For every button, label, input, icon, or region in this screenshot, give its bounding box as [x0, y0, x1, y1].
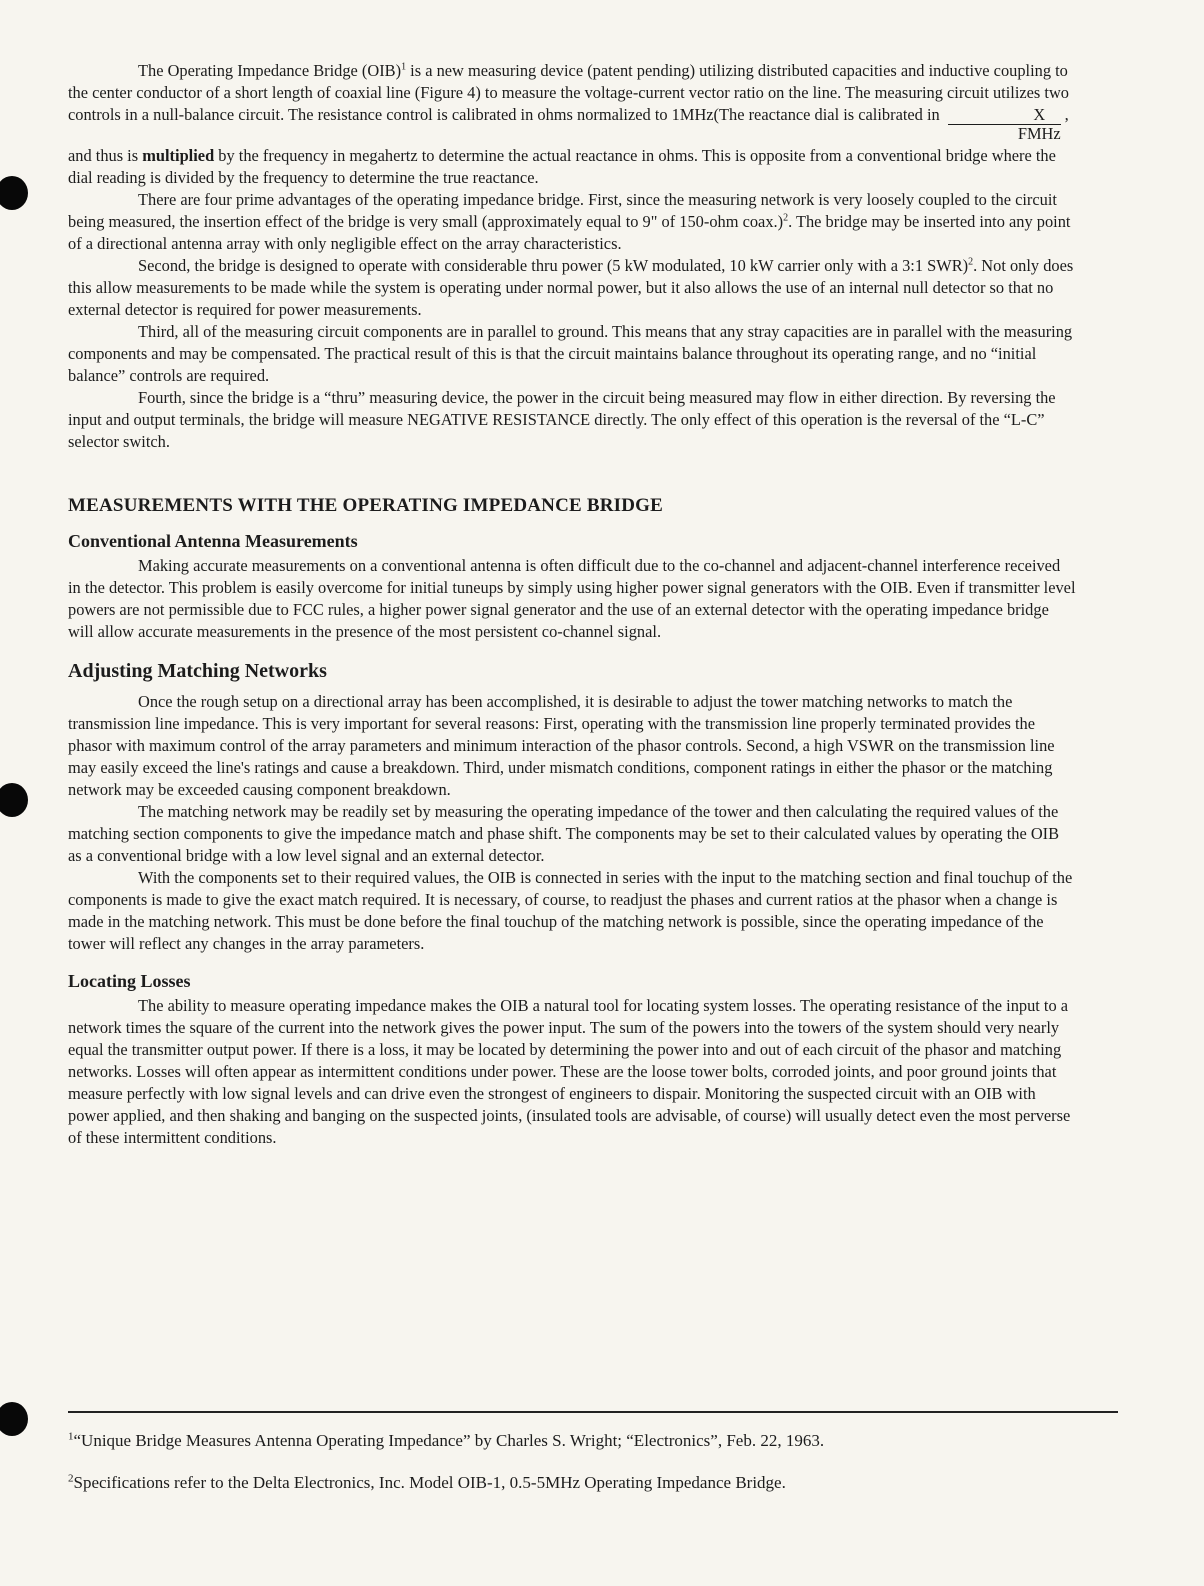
punch-hole-bottom	[0, 1402, 28, 1436]
punch-hole-top	[0, 176, 28, 210]
footnote-1: $^1$“Unique Bridge Measures Antenna Operating Impedance” by Charles S. Wright; “Electronics”, Feb. 22, 1963.	[68, 1430, 825, 1450]
conventional-paragraph: Making accurate measurements on a conventional antenna is often difficult due to the co-channel and adjacent-channel interference received in the detector. This problem is easily overcome for initial tuneups by simply using higher power signal generators with the OIB. Even if transmitter level powers are not permissible due to FCC rules, a higher power signal generator and the use of an external detector with the operating impedance bridge will allow accurate measurements in the presence of the most persistent co-channel signal.	[68, 556, 1076, 641]
intro-paragraph-1: The Operating Impedance Bridge (OIB)$^1$ is a new measuring device (patent pending) utilizing distributed capacities and inductive coupling to the center conductor of a short length of coaxial line (Figure 4) to measure the voltage-current vector ratio on the line. The measuring circuit utilizes two controls in a null-balance circuit. The resistance control is calibrated in ohms normalized to 1MHz(The reactance dial is calibrated in $\frac{X}{\text{FMHz}}$ , and thus is multiplied by the frequency in megahertz to determine the actual reactance in ohms. This is opposite from a conventional bridge where the dial reading is divided by the frequency to determine the true reactance.	[68, 61, 1069, 187]
footnote-rule	[68, 1411, 1118, 1413]
matching-paragraph-3: With the components set to their required values, the OIB is connected in series with the input to the matching section and final touchup of the components is made to give the exact match required. It is necessary, of course, to readjust the phases and current ratios at the phasor when a change is made in the matching network. This must be done before the final touchup of the matching network is possible, since the operating impedance of the tower will reflect any changes in the array parameters.	[68, 868, 1073, 953]
subheading-conventional: Conventional Antenna Measurements	[68, 531, 358, 551]
subheading-matching: Adjusting Matching Networks	[68, 660, 327, 682]
document-body	[68, 60, 1076, 1149]
subheading-losses: Locating Losses	[68, 971, 191, 991]
losses-paragraph: The ability to measure operating impedance makes the OIB a natural tool for locating system losses. The operating resistance of the input to a network times the square of the current into the network gives the power input. The sum of the powers into the towers of the system should very nearly equal the transmitter output power. If there is a loss, it may be located by determining the power into and out of each circuit of the phasor and matching networks. Losses will often appear as intermittent conditions under power. These are the loose tower bolts, corroded joints, and poor ground joints that measure perfectly with low signal levels and can drive even the strongest of engineers to dispair. Monitoring the suspected circuit with an OIB with power applied, and then shaking and banging on the suspected joints, (insulated tools are advisable, of course) will usually detect even the most perverse of these intermittent conditions.	[68, 996, 1071, 1147]
matching-paragraph-2: The matching network may be readily set by measuring the operating impedance of the tower and then calculating the required values of the matching section components to give the impedance match and phase shift. The components may be set to their calculated values by operating the OIB as a conventional bridge with a low level signal and an external detector.	[68, 802, 1060, 865]
intro-paragraph-5: Fourth, since the bridge is a “thru” measuring device, the power in the circuit being measured may flow in either direction. By reversing the input and output terminals, the bridge will measure NEGATIVE RESISTANCE directly. The only effect of this operation is the reversal of the “L-C” selector switch.	[68, 388, 1056, 451]
intro-paragraph-2: There are four prime advantages of the operating impedance bridge. First, since the measuring network is very loosely coupled to the circuit being measured, the insertion effect of the bridge is very small (approximately equal to 9" of 150-ohm coax.)$^2$. The bridge may be inserted into any point of a directional antenna array with only negligible effect on the array characteristics.	[68, 190, 1071, 253]
section-heading: MEASUREMENTS WITH THE OPERATING IMPEDANCE BRIDGE	[68, 495, 663, 516]
matching-paragraph-1: Once the rough setup on a directional array has been accomplished, it is desirable to adjust the tower matching networks to match the transmission line impedance. This is very important for several reasons: First, operating with the transmission line properly terminated provides the phasor with maximum control of the array parameters and minimum interaction of the phasor controls. Second, a high VSWR on the transmission line may easily exceed the line's ratings and cause a breakdown. Third, under mismatch conditions, component ratings in either the phasor or the matching network may be exceeded causing component breakdown.	[68, 692, 1055, 799]
intro-paragraph-3: Second, the bridge is designed to operate with considerable thru power (5 kW modulated, 10 kW carrier only with a 3:1 SWR)$^2$. Not only does this allow measurements to be made while the system is operating under normal power, but it also allows the use of an internal null detector so that no external detector is required for power measurements.	[68, 256, 1074, 319]
punch-hole-middle	[0, 783, 28, 817]
reactance-fraction: $\frac{X}{\text{FMHz}}$	[948, 106, 1061, 145]
intro-paragraph-4: Third, all of the measuring circuit components are in parallel to ground. This means that any stray capacities are in parallel with the measuring components and may be compensated. The practical result of this is that the circuit maintains balance throughout its operating range, and no “initial balance” controls are required.	[68, 322, 1073, 385]
footnote-2: $^2$Specifications refer to the Delta Electronics, Inc. Model OIB-1, 0.5-5MHz Operating Impedance Bridge.	[68, 1472, 786, 1492]
